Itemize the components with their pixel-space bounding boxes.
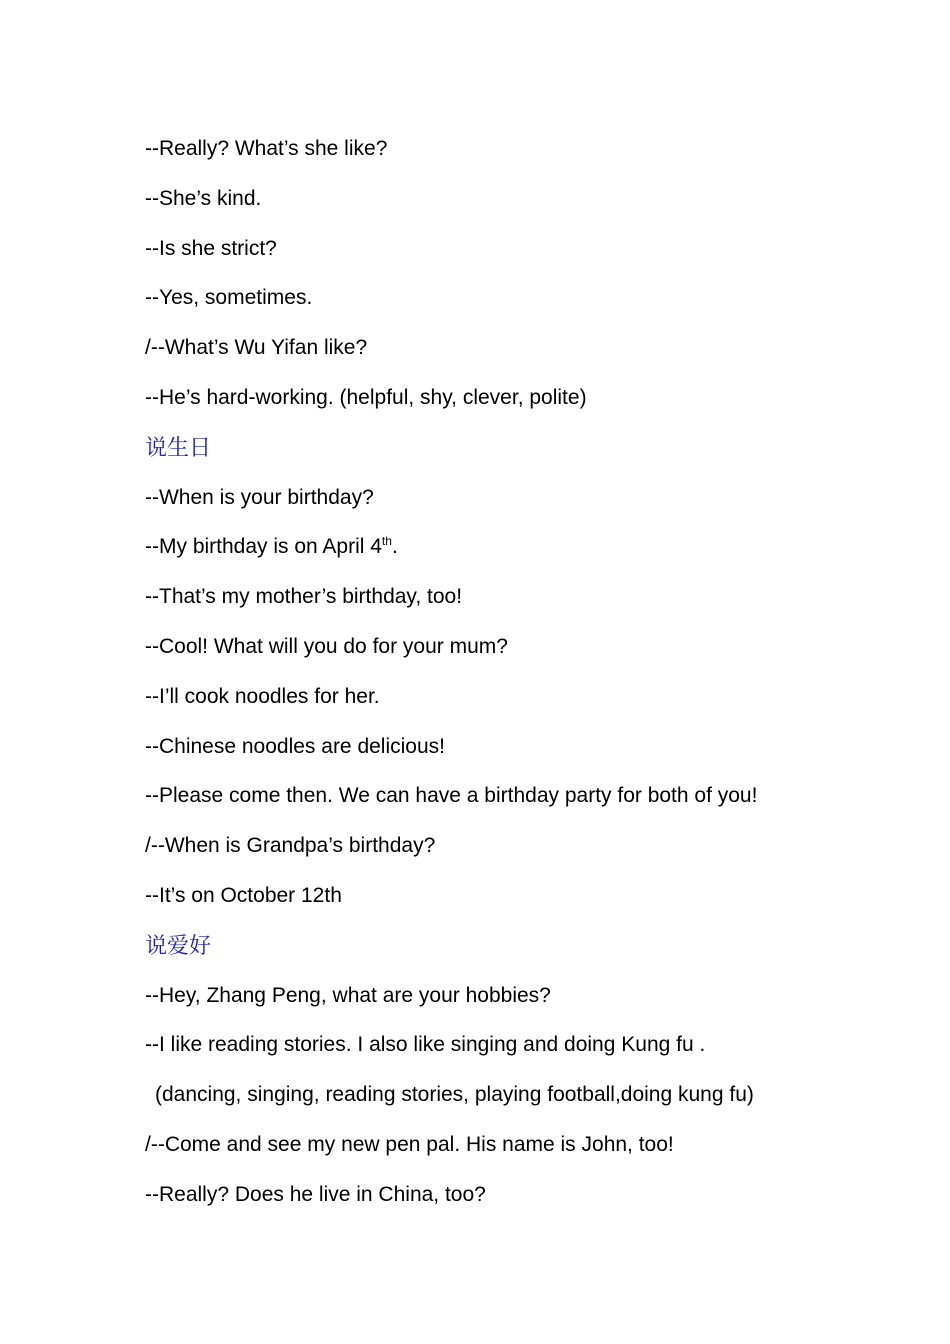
dialogue-line: --It’s on October 12th — [145, 883, 342, 907]
dialogue-line: --Cool! What will you do for your mum? — [145, 634, 508, 658]
dialogue-line: --Yes, sometimes. — [145, 286, 313, 310]
dialogue-line: --Is she strict? — [145, 236, 277, 260]
word-options-line: (dancing, singing, reading stories, playing football,doing kung fu) — [155, 1083, 754, 1107]
document-body — [145, 134, 845, 1230]
dialogue-line: --Hey, Zhang Peng, what are your hobbies? — [145, 983, 551, 1007]
dialogue-text: --My birthday is on April 4 — [145, 535, 382, 559]
section-heading-hobbies: 说爱好 — [145, 932, 212, 958]
dialogue-line: --Please come then. We can have a birthday party for both of you! — [145, 784, 758, 808]
dialogue-line-with-superscript — [145, 532, 845, 582]
dialogue-line: --That’s my mother’s birthday, too! — [145, 585, 463, 609]
dialogue-line: /--What’s Wu Yifan like? — [145, 336, 368, 360]
dialogue-line: --I like reading stories. I also like singing and doing Kung fu . — [145, 1033, 706, 1057]
dialogue-line: --Chinese noodles are delicious! — [145, 734, 445, 758]
dialogue-line: --Really? What’s she like? — [145, 137, 388, 160]
dialogue-line: --When is your birthday? — [145, 485, 374, 509]
dialogue-punctuation: . — [391, 535, 398, 559]
dialogue-line: --Really? Does he live in China, too? — [145, 1182, 486, 1206]
dialogue-line: /--When is Grandpa’s birthday? — [145, 834, 436, 858]
ordinal-superscript: th — [381, 534, 392, 549]
dialogue-line: --I’ll cook noodles for her. — [145, 684, 380, 708]
dialogue-line: /--Come and see my new pen pal. His name is John, too! — [145, 1132, 674, 1156]
dialogue-line: --She’s kind. — [145, 186, 262, 210]
section-heading-birthday: 说生日 — [145, 434, 212, 460]
dialogue-line: --He’s hard-working. (helpful, shy, clever, polite) — [145, 385, 587, 409]
